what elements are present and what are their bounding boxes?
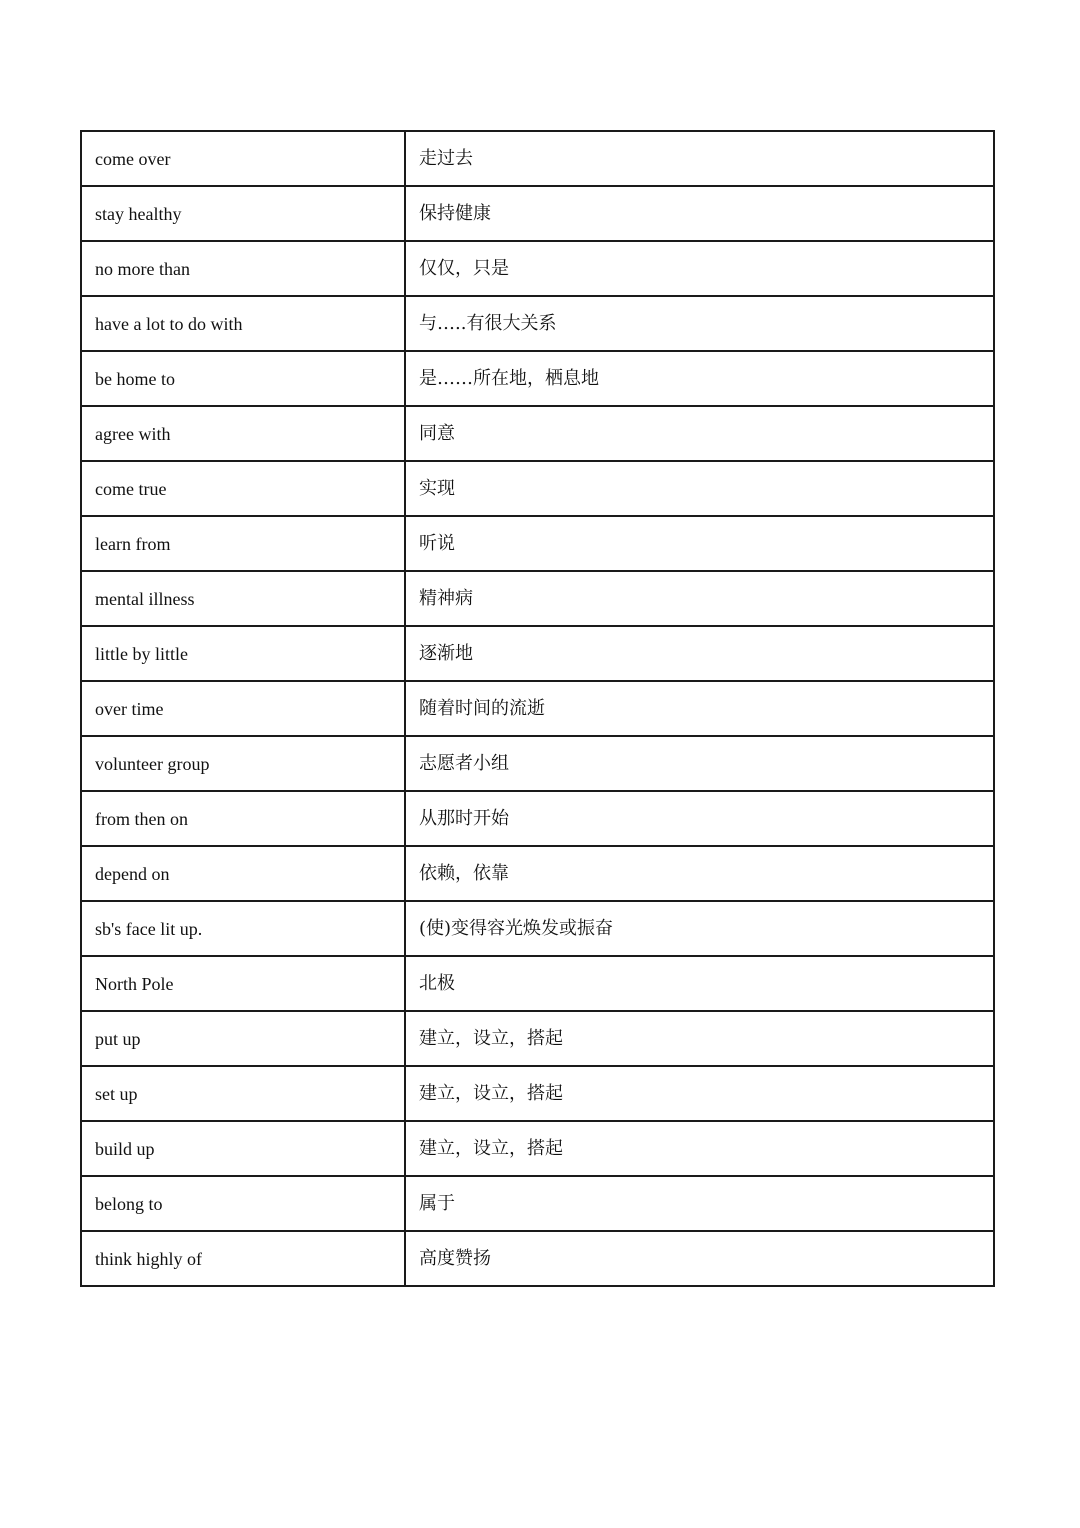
phrase-english-cell: over time	[81, 681, 405, 736]
table-row	[81, 681, 994, 736]
phrase-chinese-cell: 是……所在地，栖息地	[405, 351, 994, 406]
vocabulary-table	[80, 130, 995, 1287]
table-row	[81, 956, 994, 1011]
phrase-chinese-cell: 建立，设立，搭起	[405, 1011, 994, 1066]
table-row	[81, 1121, 994, 1176]
phrase-english-cell: build up	[81, 1121, 405, 1176]
phrase-chinese-cell: 仅仅，只是	[405, 241, 994, 296]
phrase-english-cell: sb's face lit up.	[81, 901, 405, 956]
phrase-english-cell: little by little	[81, 626, 405, 681]
table-row	[81, 791, 994, 846]
phrase-chinese-cell: 依赖，依靠	[405, 846, 994, 901]
table-row	[81, 406, 994, 461]
phrase-chinese-cell: 保持健康	[405, 186, 994, 241]
table-row	[81, 1176, 994, 1231]
table-row	[81, 461, 994, 516]
table-row	[81, 1066, 994, 1121]
phrase-english-cell: come over	[81, 131, 405, 186]
table-row	[81, 901, 994, 956]
phrase-english-cell: depend on	[81, 846, 405, 901]
phrase-chinese-cell: 实现	[405, 461, 994, 516]
phrase-chinese-cell: 北极	[405, 956, 994, 1011]
phrase-chinese-cell: 志愿者小组	[405, 736, 994, 791]
phrase-english-cell: belong to	[81, 1176, 405, 1231]
phrase-chinese-cell: 建立，设立，搭起	[405, 1121, 994, 1176]
phrase-english-cell: no more than	[81, 241, 405, 296]
phrase-english-cell: put up	[81, 1011, 405, 1066]
phrase-english-cell: set up	[81, 1066, 405, 1121]
table-row	[81, 846, 994, 901]
phrase-english-cell: stay healthy	[81, 186, 405, 241]
table-row	[81, 1011, 994, 1066]
phrase-english-cell: from then on	[81, 791, 405, 846]
phrase-chinese-cell: 高度赞扬	[405, 1231, 994, 1286]
phrase-chinese-cell: 与…..有很大关系	[405, 296, 994, 351]
phrase-chinese-cell: 走过去	[405, 131, 994, 186]
table-row	[81, 296, 994, 351]
phrase-english-cell: mental illness	[81, 571, 405, 626]
phrase-english-cell: come true	[81, 461, 405, 516]
table-row	[81, 131, 994, 186]
vocabulary-table-body	[81, 131, 994, 1286]
phrase-chinese-cell: 建立，设立，搭起	[405, 1066, 994, 1121]
table-row	[81, 736, 994, 791]
table-row	[81, 241, 994, 296]
table-row	[81, 571, 994, 626]
phrase-chinese-cell: 属于	[405, 1176, 994, 1231]
phrase-english-cell: agree with	[81, 406, 405, 461]
phrase-chinese-cell: 随着时间的流逝	[405, 681, 994, 736]
phrase-english-cell: have a lot to do with	[81, 296, 405, 351]
table-row	[81, 186, 994, 241]
phrase-english-cell: North Pole	[81, 956, 405, 1011]
table-row	[81, 1231, 994, 1286]
phrase-chinese-cell: (使)变得容光焕发或振奋	[405, 901, 994, 956]
phrase-english-cell: learn from	[81, 516, 405, 571]
phrase-chinese-cell: 同意	[405, 406, 994, 461]
phrase-english-cell: think highly of	[81, 1231, 405, 1286]
phrase-chinese-cell: 听说	[405, 516, 994, 571]
table-row	[81, 626, 994, 681]
table-row	[81, 516, 994, 571]
phrase-english-cell: volunteer group	[81, 736, 405, 791]
phrase-chinese-cell: 逐渐地	[405, 626, 994, 681]
phrase-chinese-cell: 从那时开始	[405, 791, 994, 846]
table-row	[81, 351, 994, 406]
phrase-chinese-cell: 精神病	[405, 571, 994, 626]
phrase-english-cell: be home to	[81, 351, 405, 406]
